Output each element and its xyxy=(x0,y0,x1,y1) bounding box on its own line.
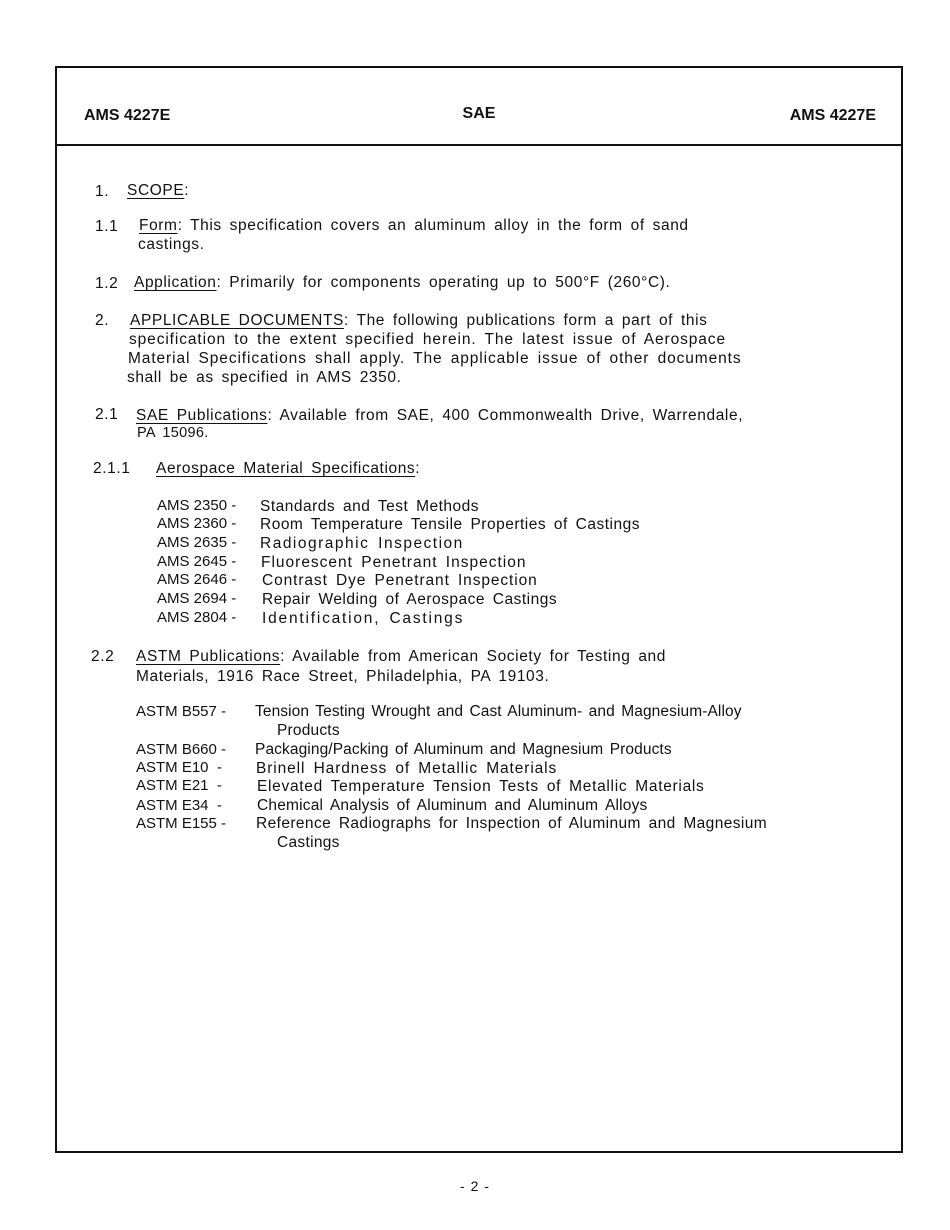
astm-ref-code: ASTM B660 - xyxy=(136,741,227,758)
ams-ref-code: AMS 2694 - xyxy=(157,590,237,607)
astm-ref-desc: Chemical Analysis of Aluminum and Aluminum Alloys xyxy=(257,797,648,814)
section-1-title: SCOPE xyxy=(127,182,185,199)
ams-ref-desc: Fluorescent Penetrant Inspection xyxy=(261,554,527,571)
astm-ref-desc-cont: Products xyxy=(277,722,340,739)
section-1-1-number: 1.1 xyxy=(95,218,119,235)
page-number: - 2 - xyxy=(460,1178,490,1194)
section-2-title: APPLICABLE DOCUMENTS xyxy=(130,312,344,329)
astm-ref-desc: Brinell Hardness of Metallic Materials xyxy=(256,760,558,777)
section-2-1-1-number: 2.1.1 xyxy=(93,460,131,477)
ams-ref-desc: Contrast Dye Penetrant Inspection xyxy=(262,572,538,589)
ams-ref-code: AMS 2635 - xyxy=(157,534,237,551)
section-1-1-title: Form xyxy=(139,217,178,234)
ams-ref-code: AMS 2804 - xyxy=(157,609,237,626)
astm-ref-code: ASTM E34 - xyxy=(136,797,222,814)
section-2-1-1-colon: : xyxy=(415,460,421,477)
section-2-line-3: Material Specifications shall apply. The applicable issue of other documents xyxy=(128,350,742,367)
ams-ref-code: AMS 2350 - xyxy=(157,497,237,514)
section-2-1-line-1 xyxy=(136,406,743,425)
ams-ref-desc: Radiographic Inspection xyxy=(260,535,464,552)
section-2-1-1-title: Aerospace Material Specifications xyxy=(156,460,416,477)
section-2-2-number: 2.2 xyxy=(91,648,115,665)
section-1-2-line-1 xyxy=(134,273,670,292)
section-1-1-text: : This specification covers an aluminum alloy in the form of sand xyxy=(177,217,689,234)
section-2-1-1-heading xyxy=(156,459,420,478)
astm-ref-code: ASTM B557 - xyxy=(136,703,227,720)
section-2-line-4: shall be as specified in AMS 2350. xyxy=(127,369,402,386)
section-1-2-text: : Primarily for components operating up to 500°F (260°C). xyxy=(216,274,671,291)
ams-ref-code: AMS 2646 - xyxy=(157,571,237,588)
astm-ref-desc: Elevated Temperature Tension Tests of Metallic Materials xyxy=(257,778,705,795)
astm-ref-code: ASTM E10 - xyxy=(136,759,222,776)
ams-ref-desc: Identification, Castings xyxy=(262,610,465,627)
section-2-2-text: : Available from American Society for Testing and xyxy=(280,648,666,665)
ams-ref-desc: Repair Welding of Aerospace Castings xyxy=(262,591,558,608)
astm-ref-desc: Tension Testing Wrought and Cast Aluminum- and Magnesium-Alloy xyxy=(255,703,742,720)
section-1-2-title: Application xyxy=(134,274,217,291)
section-2-1-number: 2.1 xyxy=(95,406,119,423)
section-2-1-line-2: PA 15096. xyxy=(137,425,209,441)
header-org: SAE xyxy=(462,105,496,122)
section-2-line-2: specification to the extent specified herein. The latest issue of Aerospace xyxy=(129,331,726,348)
section-1-heading xyxy=(127,181,189,200)
astm-ref-code: ASTM E155 - xyxy=(136,815,227,832)
section-2-2-line-2: Materials, 1916 Race Street, Philadelphia, PA 19103. xyxy=(136,668,550,685)
ams-ref-desc: Standards and Test Methods xyxy=(260,498,480,515)
ams-ref-code: AMS 2360 - xyxy=(157,515,237,532)
astm-ref-desc: Packaging/Packing of Aluminum and Magnesium Products xyxy=(255,741,672,758)
section-2-number: 2. xyxy=(95,312,110,329)
section-2-text: : The following publications form a part of this xyxy=(343,312,708,329)
astm-ref-desc: Reference Radiographs for Inspection of Aluminum and Magnesium xyxy=(256,815,768,832)
section-1-2-number: 1.2 xyxy=(95,275,119,292)
section-2-line-1 xyxy=(130,311,708,330)
astm-ref-code: ASTM E21 - xyxy=(136,777,222,794)
section-2-1-text: : Available from SAE, 400 Commonwealth Drive, Warrendale, xyxy=(267,407,744,424)
section-2-2-title: ASTM Publications xyxy=(136,648,281,665)
section-2-2-line-1 xyxy=(136,647,666,666)
section-1-1-line-1 xyxy=(139,216,689,235)
section-1-1-line-2: castings. xyxy=(138,236,205,253)
astm-ref-desc-cont: Castings xyxy=(277,834,340,851)
ams-ref-code: AMS 2645 - xyxy=(157,553,237,570)
page-header xyxy=(57,68,901,146)
section-1-colon: : xyxy=(184,182,190,199)
section-2-1-title: SAE Publications xyxy=(136,407,268,424)
ams-ref-desc: Room Temperature Tensile Properties of Castings xyxy=(260,516,640,533)
header-doc-number-right: AMS 4227E xyxy=(789,107,876,124)
header-doc-number-left: AMS 4227E xyxy=(84,107,171,124)
section-1-number: 1. xyxy=(95,183,110,200)
